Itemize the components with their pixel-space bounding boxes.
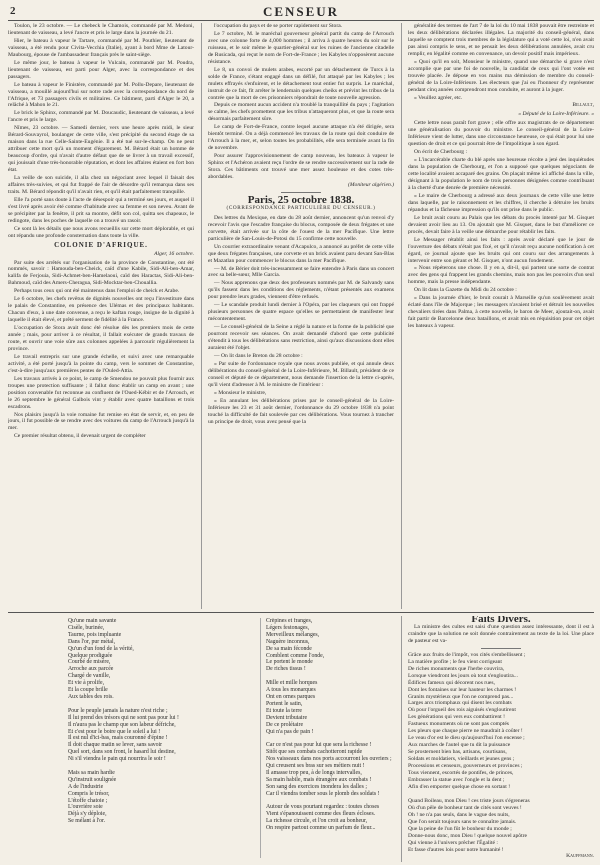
poem-line: [68, 701, 258, 708]
faits-divers-intro: La ministre des cultes est saisi d'une question assez intéressante, dont il est à craindre que la solution ne soit donnée contrairement au texte de la loi. Une place de pasteur est va-: [408, 623, 594, 644]
poem-line: Compris le trésor,: [68, 790, 110, 797]
poem-line: [408, 791, 594, 798]
poem-line: Il est nul d'ici-bas, mais couronné d'épine !: [68, 735, 168, 742]
poem-line: Déjà s'y déploie,: [68, 811, 107, 818]
article-paragraph: Nîmes, 23 octobre. — Samedi dernier, vers une heure après midi, le sieur Bérard-Souvayrol, boulanger de cette ville, s'est précipité du second étage de sa maison dans la rue Celle-Sainte-Eugénie. Il a été tué sur-le-champ. On ne peut attribuer cette mort qu'à un moment d'égarement. M. Bérard était un homme de beaucoup d'ordre, qui n'avait d'autre défaut que de se livrer à un travail excessif, qui jouissait d'une très-honorable réputation, et dont les affaires étaient en fort bon état.: [8, 125, 194, 174]
poem-line: Son sang des exercices inondera les dalles ;: [266, 783, 367, 790]
poem-line: De riches tissus !: [266, 666, 306, 673]
poem-line: De sa main féconde: [266, 645, 312, 652]
article-paragraph: Le Messager rétablit ainsi les faits : après avoir déclaré que le jour de l'ouverture des débats n'était pas fixé, et qu'il n'avait reçu aucune notification à cet égard, ce journal ajoute que les bruits qui ont couru sur des arrangements à intervenir entre son gérant et M. Gisquet, n'ont aucun fondement.: [408, 236, 594, 264]
article-paragraph: Le brick le Sphinx, commandé par M. Doucaudic, lieutenant de vaisseau, a levé l'ancre et pris le large.: [8, 110, 194, 124]
article-paragraph: Le camp de Fort-de-France, contre lequel aucune attaque n'a été dirigée, sera bientôt terminé. On a déjà commencé les travaux de la route qui doit conduire de l'Arrouch à la mer, et, selon toutes les probabilités, elle sera terminée avant la fin de novembre.: [208, 124, 394, 152]
poem-line: Taurne, pois impluante: [68, 631, 122, 638]
poem-line: Où pour l'orgueil des rois aiguisés s'engloutirent: [408, 707, 516, 714]
article-paragraph: Pour assurer l'approvisionnement de camp nouveau, les bateaux à vapeur le Sphinx et l'Achéron avaient reçu l'ordre de se rendre successivement sur la rade de Stora. Ces bâtiments ont trouvé une mer assez houleuse et des cotes très-abordables.: [208, 153, 394, 181]
poem-line: Tous viennent, escortés de pontifes, de princes,: [408, 770, 514, 777]
dateline-heading: Paris, 25 octobre 1838.: [247, 193, 355, 206]
poem-line: Il amasse trop peu, à de longs intervalles,: [266, 769, 362, 776]
poem-line: Et c'est pour le boire que le soleil a lui !: [68, 728, 161, 735]
article-paragraph: — Le conseil-général de la Seine a réglé la nature et la forme de la publicité que pourront recevoir ses séances. On avait demandé d'abord que cette publicité s'étendit à tous les délibérations sans restriction, ainsi qu'aux discussions dont elles auraient été l'objet.: [208, 324, 394, 351]
section-dateline: Alger, 16 octobre.: [154, 250, 194, 257]
poem-line: Se mélant à l'or.: [68, 818, 106, 825]
poem-line: Que l'on serait toujours sans te connaître jamais.: [408, 818, 517, 825]
article-paragraph: Nos plaisirs jusqu'à la voie romaine fut remise en état de servir, et, en peu de jours, il fut possible de se rendre avec des voitures du camp de l'Arrouch jusqu'à la mer.: [8, 411, 194, 432]
poem-line: Quelque prodiguée: [68, 652, 113, 659]
article-paragraph: Perhaps tous ceux qui ont été maintenus dans l'emploi de cheick et Arabe.: [14, 288, 180, 295]
poem-line: Et la coupe brille: [68, 687, 108, 694]
article-paragraph: — Le scandale produit lundi dernier à l'Opéra, par les claqueurs qui ont frappé plusieurs personnes de quatre espace qu'elles se permettaient de manifester leur mécontentement.: [208, 302, 394, 323]
article-paragraph: Le 6 octobre, les chefs revêtus de dignités nouvelles ont reçu l'investiture dans le palais de Constantine, en présence des Ulémas et des principaux habitants. Chacun d'eux, à une date convenue, a reçu le kaftan rouge, insigne de la dignité à laquelle il était élevé, et prêté serment de fidélité à la France.: [8, 296, 194, 324]
poem-line: Quand Boileau, mon Dieu ! ces triste jours s'égreneras: [408, 797, 530, 804]
poem-line: Car il viendra tomber sous le plomb des soldats !: [266, 790, 380, 797]
poem-line: Édifices fameux qui décorent nos rues,: [408, 679, 495, 686]
poem-line: Ni s'il viendra le pain qui nourrira le soir !: [68, 756, 166, 763]
article-paragraph: Le même jour, le bateau à vapeur le Vulcain, commandé par M. Poudra, lieutenant de vaisseau, est parti pour Alger, avec la correspondance et des passagers.: [8, 59, 194, 80]
article-paragraph: — M. de Bérier doit très-incessamment se faire entendre à Paris dans un concert avec sa belle-sœur, Mlle Garcia.: [208, 265, 394, 279]
poem-line: La richesse circule, et l'on croit au bonheur,: [266, 818, 368, 825]
signature-name: Billault,: [572, 102, 594, 109]
article-paragraph: « Veuillez agréer, etc.: [414, 94, 463, 101]
poem-line: Nos vaisseaux dans nos ports accourront les ouvriers ;: [266, 756, 392, 763]
article-paragraph: l'occupation du pays et de se porter rapidement sur Stora.: [214, 23, 343, 29]
faits-divers-heading: Faits Divers.: [471, 616, 531, 625]
signature-role: « Député de la Loire-Inférieure. »: [518, 111, 594, 118]
poem-line: [68, 763, 258, 770]
verse-author: Kauffmann.: [566, 853, 594, 860]
column-1: [8, 23, 194, 609]
article-paragraph: Des lettres du Mexique, en date du 28 août dernier, annoncent qu'un renvoi d'y recevoir l'avis que l'escadre française du blocus, composée de deux frégates et une corvette, était arrivée sur la côte de l'ouest de la mer Pacifique. Une lettre particulière de San-Louis-de-Potosi du 15 confirme cette nouvelle.: [208, 214, 394, 242]
poem-line: Se prosternent bien bas, artisans, courtisans,: [408, 749, 507, 756]
poem-line: Arroche aux parcée: [68, 666, 114, 673]
article-paragraph: Le bateau à vapeur le Finistère, commandé par M. Pollu-Depare, lieutenant de vaisseau, a mouillé aujourd'hui sur notre rade avec la correspondance du nord de l'Afrique, et 73 passagers civils et militaires. Ce bâtiment, parti d'Alger le 20, a relâché à Mahon le 21.: [8, 81, 194, 109]
poem-line: Le veau d'or est le dieu qu'aujourd'hui l'on encense ;: [408, 735, 525, 742]
poem-line: A tous les monarques: [266, 687, 316, 694]
separator-rule: [281, 192, 321, 193]
article-paragraph: « Monsieur le ministre,: [214, 389, 267, 396]
article-paragraph: « L'incarcérable charte du blé après une heureuse récolte a jeté des inquiétudes dans la population de Cherbourg, et l'on a supposé que quelques négociants de cette localité avaient accaparé des grains. On plaçait même ici affiché dans la ville, désignant à la population le nom de trois personnes désignées comme contribuant à la cherté d'une denrée de première nécessité.: [408, 157, 594, 191]
poem-line: Qu'un d'un fond de la vérité,: [68, 645, 134, 652]
page-number: 2: [10, 5, 16, 17]
poem-line: Qu'une main savante: [68, 618, 117, 624]
article-paragraph: Les travaux arrivés à ce point, le camp de Smendou ne pouvait plus fournir aux troupes une protection suffisante ; il fallut donc établir un camp en avant ; une position convenable fut reconnue au confluent de l'Oued-Kébir et de l'Arrouch, et le 26 septembre le général Galbois vint y établir avec quatre bataillons et trois escadrons.: [8, 375, 194, 410]
article-paragraph: Depuis ce moment aucun accident n'a troublé la tranquillité du pays ; l'agitation se calme, les chefs promettent que les tribus n'attaqueront plus, et que la route sera désormais parfaitement sûre.: [208, 102, 394, 123]
poem-line: L'étoffe chatoie ;: [68, 797, 108, 804]
poem-right: [266, 618, 406, 858]
poem-line: Autour de vous pourtant regardez : toutes choses: [266, 804, 380, 811]
poem-line: Mille et mille horques: [266, 680, 318, 687]
poem-line: Merveilleux mélanges,: [266, 631, 320, 638]
poem-line: Donne-nous donc, mon Dieu ! quelque nouvel apôtre: [408, 832, 527, 839]
column-3: [408, 23, 594, 609]
poem-line: A de l'industrie: [68, 783, 104, 790]
article-paragraph: Ce sont là les détails que nous avons recueillis sur cette mort déplorable, et qui ont répandu une profonde consternation dans toute la ville.: [8, 225, 194, 239]
poem-line: Et fasse d'autres lois pour notre humanité !: [408, 846, 504, 853]
poem-line: Qui creusent ses bras sur ses métiers nuit !: [266, 763, 365, 770]
section-heading: COLONIE D'AFRIQUE.: [54, 240, 148, 249]
poem-divider: [260, 618, 261, 858]
poem-line: Les générations qui vers eux combattirent !: [408, 714, 505, 721]
poem-line: Oh ! ne n'a pas seuls, dans le vague des nuits,: [408, 811, 510, 818]
poem-line: Ont en ornes parques: [266, 693, 316, 700]
poem-line: Car ce n'est pas pour lui que sera la richesse !: [266, 742, 372, 749]
poem-line: Où d'un pêle de bonheur tant de cités sont veuves !: [408, 804, 522, 811]
article-paragraph: Toulon, le 23 octobre. — Le chebeck le Chamois, commandé par M. Medoni, lieutenant de vaisseau, a levé l'ancre et pris le large dans la journée du 21.: [8, 23, 194, 36]
poem-line: Chargé de vanille,: [68, 673, 111, 680]
article-paragraph: Elle l'a porté sans doute à l'acte de désespoir qui a terminé ses jours, et auquel il s'est livré après avoir été comme d'habitude avec sa femme et son neveu. Avant de se précipiter par la fenêtre, il prit sa montre, défit son col, quitta ses chapeaux, le redingote, dans les poches de laquelle on a trouvé un rasoir.: [8, 196, 194, 224]
top-rule: [8, 20, 594, 21]
poem-line: Dans l'or, pur métal,: [68, 638, 116, 645]
column-divider: [201, 23, 202, 609]
poem-line: [266, 673, 406, 680]
poem-line: Et toute la terre: [266, 707, 302, 714]
article-paragraph: « Le maire de Cherbourg a adressé aux deux journaux de cette ville une lettre dans laquelle, par le raisonnement et les chiffres, il cherche à détruire les bruits répandus et la fâcheuse impression qu'ils ont prise dans le public.: [408, 192, 594, 213]
article-paragraph: Un courrier extraordinaire venant d'Acapulco, a annoncé au préfet de cette ville que deux frégates françaises, une corvette et un brick avaient paru devant San-Blas et Mazatlan pour commencer le blocus dans la mer Pacifique.: [208, 243, 394, 264]
column-divider: [401, 616, 402, 862]
poem-line: Lorsque viendront les jours où tout s'engloutira...: [408, 672, 518, 679]
poem-line: Processions et censeurs, gouverneurs et provinces ;: [408, 763, 523, 770]
poem-line: Crêpines et franges,: [266, 618, 313, 624]
poem-line: Larges arcs triomphaux qui disent les combats: [408, 700, 512, 707]
article-paragraph: « Dans la journée d'hier, le bruit courait à Marseille qu'un soulèvement avait éclaté dans l'île de Majorque ; les messagers n'avaient brisé et détruit les nouvelles chevaliers tirées dans Palma, à cette nouvelle, le baron de Meer, ajoutait-on, avait fait partir de Barcelonne deux bataillons, et avait mis en réquisition pour cet objet les bateaux à vapeur.: [408, 295, 594, 330]
article-paragraph: « En annulant les délibérations prises par le conseil-général de la Loire-Inférieure les 23 et 31 août dernier, l'ordonnance du 29 octobre 1838 n'a point touché la difficulté de fait soulevée par ces délibérations. Vous tournez à trancher un principe de droit, vous avez pensé que la: [208, 397, 394, 425]
verse-block: [408, 652, 594, 854]
poem-line: Que la peine de l'un fût le bonheur du monde ;: [408, 825, 512, 832]
poem-line: Courbé de misère,: [68, 659, 111, 666]
poem-line: Soldats et moldatiers, vieillards et jeunes gens ;: [408, 756, 515, 763]
article-paragraph: Par suite des arrêtés sur l'organisation de la province de Constantine, ont été nommés, savoir : Hamouda-ben-Cheick, caïd d'une Kabile, Sidi-Ali-ben-Amar, kalifa de Ferjouia, Sidi-Achmet-ben-Hamelaoui, caïd des Haractas, Sidi-Ali-ben-Bahmoud, caïd des Amers-Cheragua, Sidi-Mocktar-ben-Chouallia.: [8, 259, 194, 287]
article-paragraph: On lit dans la Gazette du Midi du 24 octobre :: [414, 287, 517, 294]
poem-line: [266, 798, 406, 805]
dateline-subheading: (CORRESPONDANCE PARTICULIÈRE DU CENSEUR.): [226, 204, 376, 211]
poem-line: Il n'aura pas le champ que son labeur défriche,: [68, 721, 176, 728]
poem-line: Embrasser la statue avec l'ongle et la dent ;: [408, 776, 505, 783]
article-paragraph: Le travail entrepris sur une grande échelle, et suivi avec une remarquable activité, a été porté jusqu'à la pointe du camp, vers le sommet de Constantine, c'est-à-dire jusqu'aux premières pentes de l'Ouled-Attia.: [8, 353, 194, 374]
column-2: [208, 23, 394, 609]
poem-line: Qui vienne à l'univers prêcher l'Égalité :: [408, 839, 498, 846]
poem-line: Il lui prend des trésors qui ne sont pas pour lui !: [68, 714, 179, 721]
poem-line: Mais sa main hardie: [68, 769, 115, 776]
poem-line: Le portent le monde: [266, 659, 313, 666]
article-paragraph: « Par suite de l'ordonnance royale que nous avons publiée, et qui annule deux délibérations du conseil-général de la Loire-Inférieure, M. Billault, président de ce conseil et député de ce département, nous demande l'insertion de la lettre ci-après, qu'il vient d'adresser à M. le ministre de l'intérieur :: [208, 360, 394, 388]
poem-line: De ce prolétaire: [266, 721, 304, 728]
poem-line: Et vie à prolife,: [68, 680, 105, 687]
article-paragraph: — Nous apprenons que deux des professeurs nommés par M. de Salvandy sans qu'ils fassent dans les conditions des réglements, n'étant présentés aux examens pour prendre leurs grades, viennent d'être refusés.: [208, 280, 394, 301]
feuilleton-rule: [8, 612, 594, 613]
poem-line: De riches monuments que l'herbe couvrira,: [408, 665, 505, 672]
column-divider: [401, 23, 402, 609]
poem-line: Il doit chaque matin se lever, sans savoir: [68, 742, 163, 749]
poem-line: Légers festonages,: [266, 624, 310, 631]
poem-line: Devient tributaire: [266, 714, 308, 721]
article-paragraph: Le bruit avait couru au Palais que les débats du procès intenté par M. Gisquet devaient avoir lieu au 13. On ajoutait que M. Gisquet, dans le but d'améliorer ce procès, devait faire à la veille une démarche pour rétablir les faits.: [408, 214, 594, 235]
poem-line: Cisèle, burinée,: [68, 624, 105, 631]
poem-line: L'ouvrière soie: [68, 804, 103, 811]
poem-left: [68, 618, 258, 858]
poem-line: Aux tables des rois.: [68, 693, 114, 700]
article-paragraph: « Quoi qu'il en soit, Monsieur le ministre, quand une démarche si grave n'est accomplie que par une foi de nouvelle, la candidat de ceux qui l'ont votée est trouvée placée. Je dépose en vos mains ma démission de membre du conseil-général de la Loire-Inférieure. Les électeurs que j'ai eu l'honneur d'y représenter pendant cinq années comprendront mon conduite, et auront à la juger.: [408, 58, 594, 93]
poem-line: [266, 735, 406, 742]
poem-line: Dont les fontaines sur leur hauteur les charmes !: [408, 686, 517, 693]
poem-line: Sa main habile, mais étrangère aux combats !: [266, 776, 372, 783]
article-paragraph: Le 8, un convoi de mulets arabes, escorté par un détachement de Turcs à la solde de France, s'étant engagé dans un défilé, fut attaqué par les Kabyles ; les mulets effrayés s'enfuirent, et le détachement tout entier fut surpris. Le maréchal, instruit de ce fait, fit arrêter le lendemain quelques cheiks et prévint les tribus de la contrée que la mort de ces prisonniers répondrait de toute nouvelle agression.: [208, 66, 394, 101]
article-paragraph: — On lit dans le Breton du 28 octobre :: [214, 352, 303, 359]
poem-line: Pour le peuple jamais la nature n'est riche ;: [68, 707, 168, 714]
article-paragraph: On écrit de Cherbourg :: [414, 149, 468, 156]
article-paragraph: Le 7 octobre, M. le maréchal gouverneur général partit du camp de l'Arrouch avec une colonne forte de 4,000 hommes ; il arriva à quatre heures du soir sur le ruisseau, et le soir même le quartier-général sur les ruines de l'ancienne citadelle de Rusicada, qui reçut le nom de Fort-de-France ; les Kabyles n'opposèrent aucune résistance.: [208, 30, 394, 65]
poem-line: Qui n'a pas de pain !: [266, 728, 314, 735]
article-paragraph: La veille de son suicide, il alla chez un négociant avec lequel il faisait des affaires très-suivies, et qui fut frappé de l'air de désordre qu'il remarqua dans ses traits. M. Bérard répondit qu'il n'avait rien, et qu'il était parfaitement tranquille.: [8, 175, 194, 195]
newspaper-page: [8, 4, 594, 862]
poem-line: Vient s'épanouissent comme des fleurs écloses.: [266, 811, 376, 818]
separator-rule: [481, 648, 521, 649]
newspaper-title: CENSEUR: [262, 4, 340, 19]
poem-line: Les pleurs que chaque pierre ne maudrait à coûter !: [408, 728, 523, 735]
poem-line: Afin d'en emporter quelque chose en sortant !: [408, 783, 511, 790]
masthead: [8, 4, 594, 20]
article-paragraph: Cette lettre nous paraît fort grave ; elle offre aux magistrats de ce département une généralisation du pouvoir du ministre. Le conseil-général de la Loire-Inférieure vient de lutter, dans une circonstance heureuse, ce qui était pour lui une question de droit et ce qui pourrait être de l'impolitique à son égard.: [408, 120, 594, 148]
poem-line: Comblent comme l'onde,: [266, 652, 325, 659]
faits-divers: [408, 616, 594, 862]
poem-line: Portent le satin,: [266, 700, 303, 707]
article-paragraph: généralité des termes de l'art 7 de la loi du 10 mai 1838 pouvait être restreinte et les deux délibérations déclarées illégales. La majorité du conseil-général, dans laquelle se comptent trois membres de la législature qui a voté cette loi, n'en avait pas ainsi compris le sens, et ne pensait les deux délibérations annulées, avait cru remplir, en légalité comme en convenance, un devoir positif mais impérieux.: [408, 23, 594, 57]
article-paragraph: « Nous répéterons une chose. Il y en a, dit-il, qui partent une sorte de contrat avec des gens qui frappent les grands chemins, mais non pas les pouvoirs d'un seul homme, mais la presse indépendante.: [408, 265, 594, 286]
source-credit: (Moniteur algérien.): [348, 181, 394, 188]
poem-line: Aux marches de l'autel que tu dit la puissance: [408, 742, 511, 749]
poem-line: Granits mystérieux que l'on ne comprend pas...: [408, 693, 514, 700]
poem-line: On respire partout comme un parfum de fleur...: [266, 825, 376, 832]
poem-line: La matière profite ; le feu vient corrigeant: [408, 658, 502, 665]
article-paragraph: Hier, le bateau à vapeur le Tartare, commandé par M. Pouthier, lieutenant de vaisseau, a été rendu pour Civita-Vecchia (Italie), ayant à bord Mme de Latour-Maubourg, épouse de l'ambassadeur français près le saint-siège.: [8, 37, 194, 58]
poem-line: Qu'instruit soulignée: [68, 776, 117, 783]
poem-line: Fastueux monuments où ne sont pas comptés: [408, 721, 509, 728]
article-paragraph: L'occupation de Stora avait donc été résolue dès les premiers mois de cette année ; mais, pour arriver à ce résultat, il fallait exécuter de grands travaux de route, et ouvrir une voie sûre aux colonnes appelées à parcourir régulièrement la province.: [8, 325, 194, 352]
poem-line: Naguère inconnus,: [266, 638, 310, 645]
poem-line: Quel sort, dans son front, le hasard lui destine,: [68, 749, 176, 756]
poem-line: Grâce aux fruits de l'impôt, vos cités s'embellissent ;: [408, 651, 526, 658]
poem-line: Sitôt que ses combats cachotteront rapide: [266, 749, 363, 756]
article-paragraph: Ce premier résultat obtenu, il devenait urgent de compléter: [14, 433, 146, 440]
